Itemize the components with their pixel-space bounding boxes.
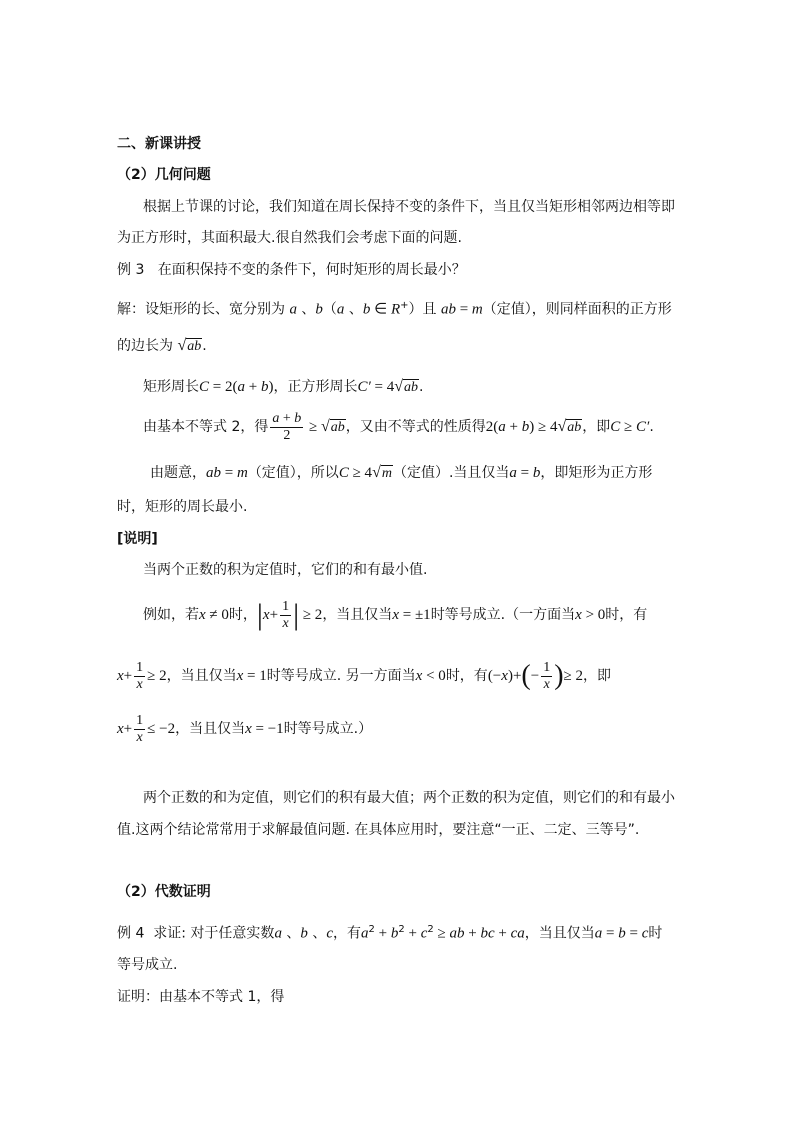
summary-line2: 值.这两个结论常常用于求解最值问题. 在具体应用时，要注意“一正、二定、三等号”.: [117, 822, 640, 838]
subsection-algebra-title: （2）代数证明: [117, 884, 211, 900]
proof-line: 证明：由基本不等式 1，得: [117, 989, 285, 1005]
example4-label: 例 4: [117, 925, 145, 942]
subsection-geometry-title: （2）几何问题: [117, 167, 211, 183]
inequality-line: 由基本不等式 2，得 $\frac{a + b}{2}$ ≥ √ab，又由不等式的性质得2(a + b) ≥ 4√ab，即C ≥ C′.: [143, 410, 654, 443]
condition-line1: 由题意，ab = m（定值），所以C ≥ 4√m（定值）.当且仅当a = b，即矩形为正方形: [150, 464, 653, 481]
example-line3: x+ $\frac{1}{x}$ ≤ −2，当且仅当x = −1时等号成立.）: [117, 712, 373, 745]
example-line1: 例如，若x ≠ 0时，|x+ $\frac{1}{x}$ | ≥ 2，当且仅当x = ±1时等号成立.（一方面当x > 0时，有: [143, 598, 648, 631]
summary-line1: 两个正数的和为定值，则它们的积有最大值；两个正数的积为定值，则它们的和有最小: [143, 790, 675, 806]
condition-line2: 时，矩形的周长最小.: [117, 499, 248, 515]
example3-label: 例 3: [117, 262, 145, 278]
example4-line1: 例 4 求证: 对于任意实数a 、b 、c，有$a^2 + b^2 + c^2$ ≥ ab + bc + ca，当且仅当a = b = c时: [117, 924, 663, 942]
section-title: 二、新课讲授: [117, 136, 201, 152]
intro-paragraph-line2: 为正方形时，其面积最大.很自然我们会考虑下面的问题.: [117, 230, 462, 246]
example4-line2: 等号成立.: [117, 957, 178, 973]
perimeter-line: 矩形周长C = 2(a + b)，正方形周长C′ = 4√ab.: [143, 378, 424, 395]
solution-line1: 解：设矩形的长、宽分别为 a 、b（a 、b ∈ R+）且 ab = m（定值），则同样面积的正方形: [117, 300, 672, 318]
intro-paragraph-line1: 根据上节课的讨论，我们知道在周长保持不变的条件下，当且仅当矩形相邻两边相等即: [143, 199, 675, 215]
note-line1: 当两个正数的积为定值时，它们的和有最小值.: [143, 562, 428, 578]
example3-text: 在面积保持不变的条件下，何时矩形的周长最小？: [157, 262, 466, 278]
example-line2: x+ $\frac{1}{x}$ ≥ 2，当且仅当x = 1时等号成立. 另一方面当x < 0时，有(−x)+(− $\frac{1}{x}$ )≥ 2，即: [117, 659, 612, 692]
example3-line: [117, 260, 466, 280]
note-label: [说明]: [117, 531, 158, 547]
solution-label: 解：设矩形的长、宽分别为: [117, 301, 285, 318]
solution-line2: 的边长为 √ab.: [117, 337, 207, 354]
